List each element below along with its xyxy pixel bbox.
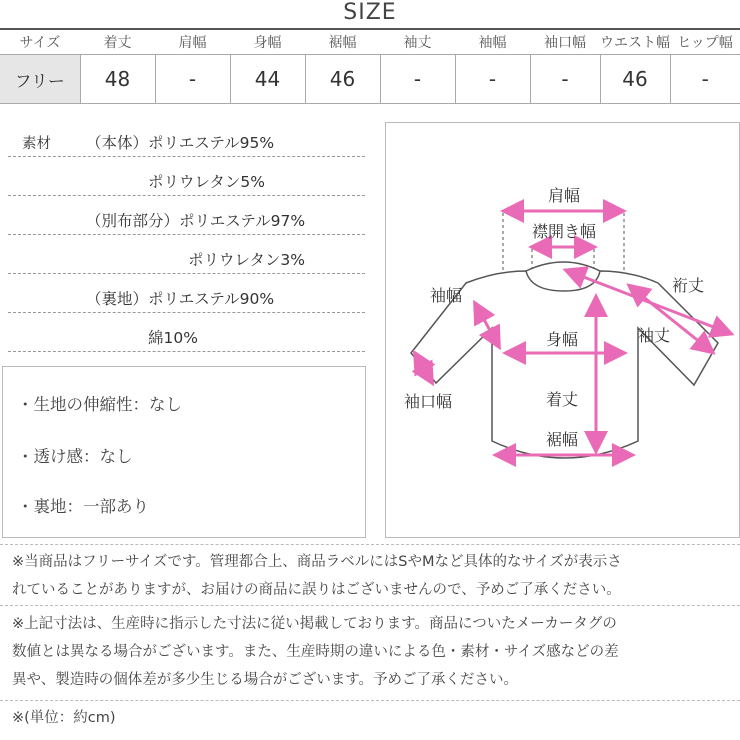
label-shoulder: 肩幅 (547, 186, 581, 205)
cell-hem: 46 (305, 55, 380, 104)
material-line: ポリウレタン3% (188, 251, 305, 269)
label-yuki: 裄丈 (672, 276, 705, 295)
header-cuff: 袖口幅 (544, 35, 586, 51)
note-line: ※当商品はフリーサイズです。管理都合上、商品ラベルにはSやMなど具体的なサイズが表示さ (12, 554, 622, 570)
unit-note: ※(単位：約cm) (12, 710, 116, 726)
label-cuff: 袖口幅 (404, 392, 453, 411)
material-row (8, 175, 365, 196)
size-table (0, 30, 740, 104)
header-body-width: 身幅 (253, 35, 282, 51)
material-row (8, 214, 365, 235)
header-hip: ヒップ幅 (677, 35, 733, 51)
cell-hip: - (670, 55, 740, 104)
header-size: サイズ (19, 35, 61, 51)
property-lining: ・裏地：一部あり (17, 497, 149, 516)
label-neck: 襟開き幅 (531, 222, 597, 241)
header-waist: ウエスト幅 (600, 35, 670, 51)
material-line: 綿10% (148, 329, 198, 347)
cell-shoulder: - (155, 55, 230, 104)
measurement-diagram (385, 122, 740, 538)
row-size: フリー (0, 55, 80, 104)
header-hem: 裾幅 (328, 35, 357, 51)
note-line: ※上記寸法は、生産時に指示した寸法に従い掲載しております。商品についたメーカータグの (12, 616, 617, 632)
label-hem: 裾幅 (545, 430, 579, 449)
cell-cuff: - (530, 55, 600, 104)
label-length: 着丈 (545, 390, 579, 409)
header-sleeve-length: 袖丈 (403, 35, 432, 51)
cell-sleeve-width: - (455, 55, 530, 104)
note-line: 数値とは異なる場合がございます。また、生産時期の違いによる色・素材・サイズ感などの差 (12, 644, 619, 660)
header-length: 着丈 (103, 35, 132, 51)
table-row (0, 55, 740, 104)
note-line: れていることがありますが、お届けの商品に誤りはございませんので、予めご了承ください。 (12, 582, 621, 598)
material-line: ポリウレタン5% (148, 173, 265, 191)
material-label: 素材 (22, 136, 51, 152)
property-sheer: ・透け感：なし (17, 447, 133, 466)
label-sleeve-length: 袖丈 (638, 326, 671, 345)
header-sleeve-width: 袖幅 (478, 35, 507, 51)
note-line: 異や、製造時の個体差が多少生じる場合がございます。予めご了承ください。 (12, 672, 519, 688)
page-title: SIZE (343, 0, 397, 25)
material-line: （本体）ポリエステル95% (86, 134, 275, 152)
material-row (8, 136, 365, 157)
cell-sleeve-length: - (380, 55, 455, 104)
material-row (8, 292, 365, 313)
label-body-width: 身幅 (545, 330, 579, 349)
label-sleeve-width: 袖幅 (430, 286, 463, 305)
material-row (8, 331, 365, 352)
notes-divider (0, 544, 740, 546)
notes-divider (0, 700, 740, 702)
cell-body-width: 44 (230, 55, 305, 104)
material-line: （別布部分）ポリエステル97% (86, 212, 306, 230)
garment-illustration (386, 123, 739, 537)
cell-waist: 46 (600, 55, 670, 104)
material-row (8, 253, 365, 274)
cell-length: 48 (80, 55, 155, 104)
notes-divider (0, 605, 740, 607)
properties-box (2, 366, 366, 538)
material-line: （裏地）ポリエステル90% (86, 290, 275, 308)
property-stretch: ・生地の伸縮性：なし (17, 395, 182, 414)
header-shoulder: 肩幅 (178, 35, 207, 51)
size-table-header-row (0, 30, 740, 55)
